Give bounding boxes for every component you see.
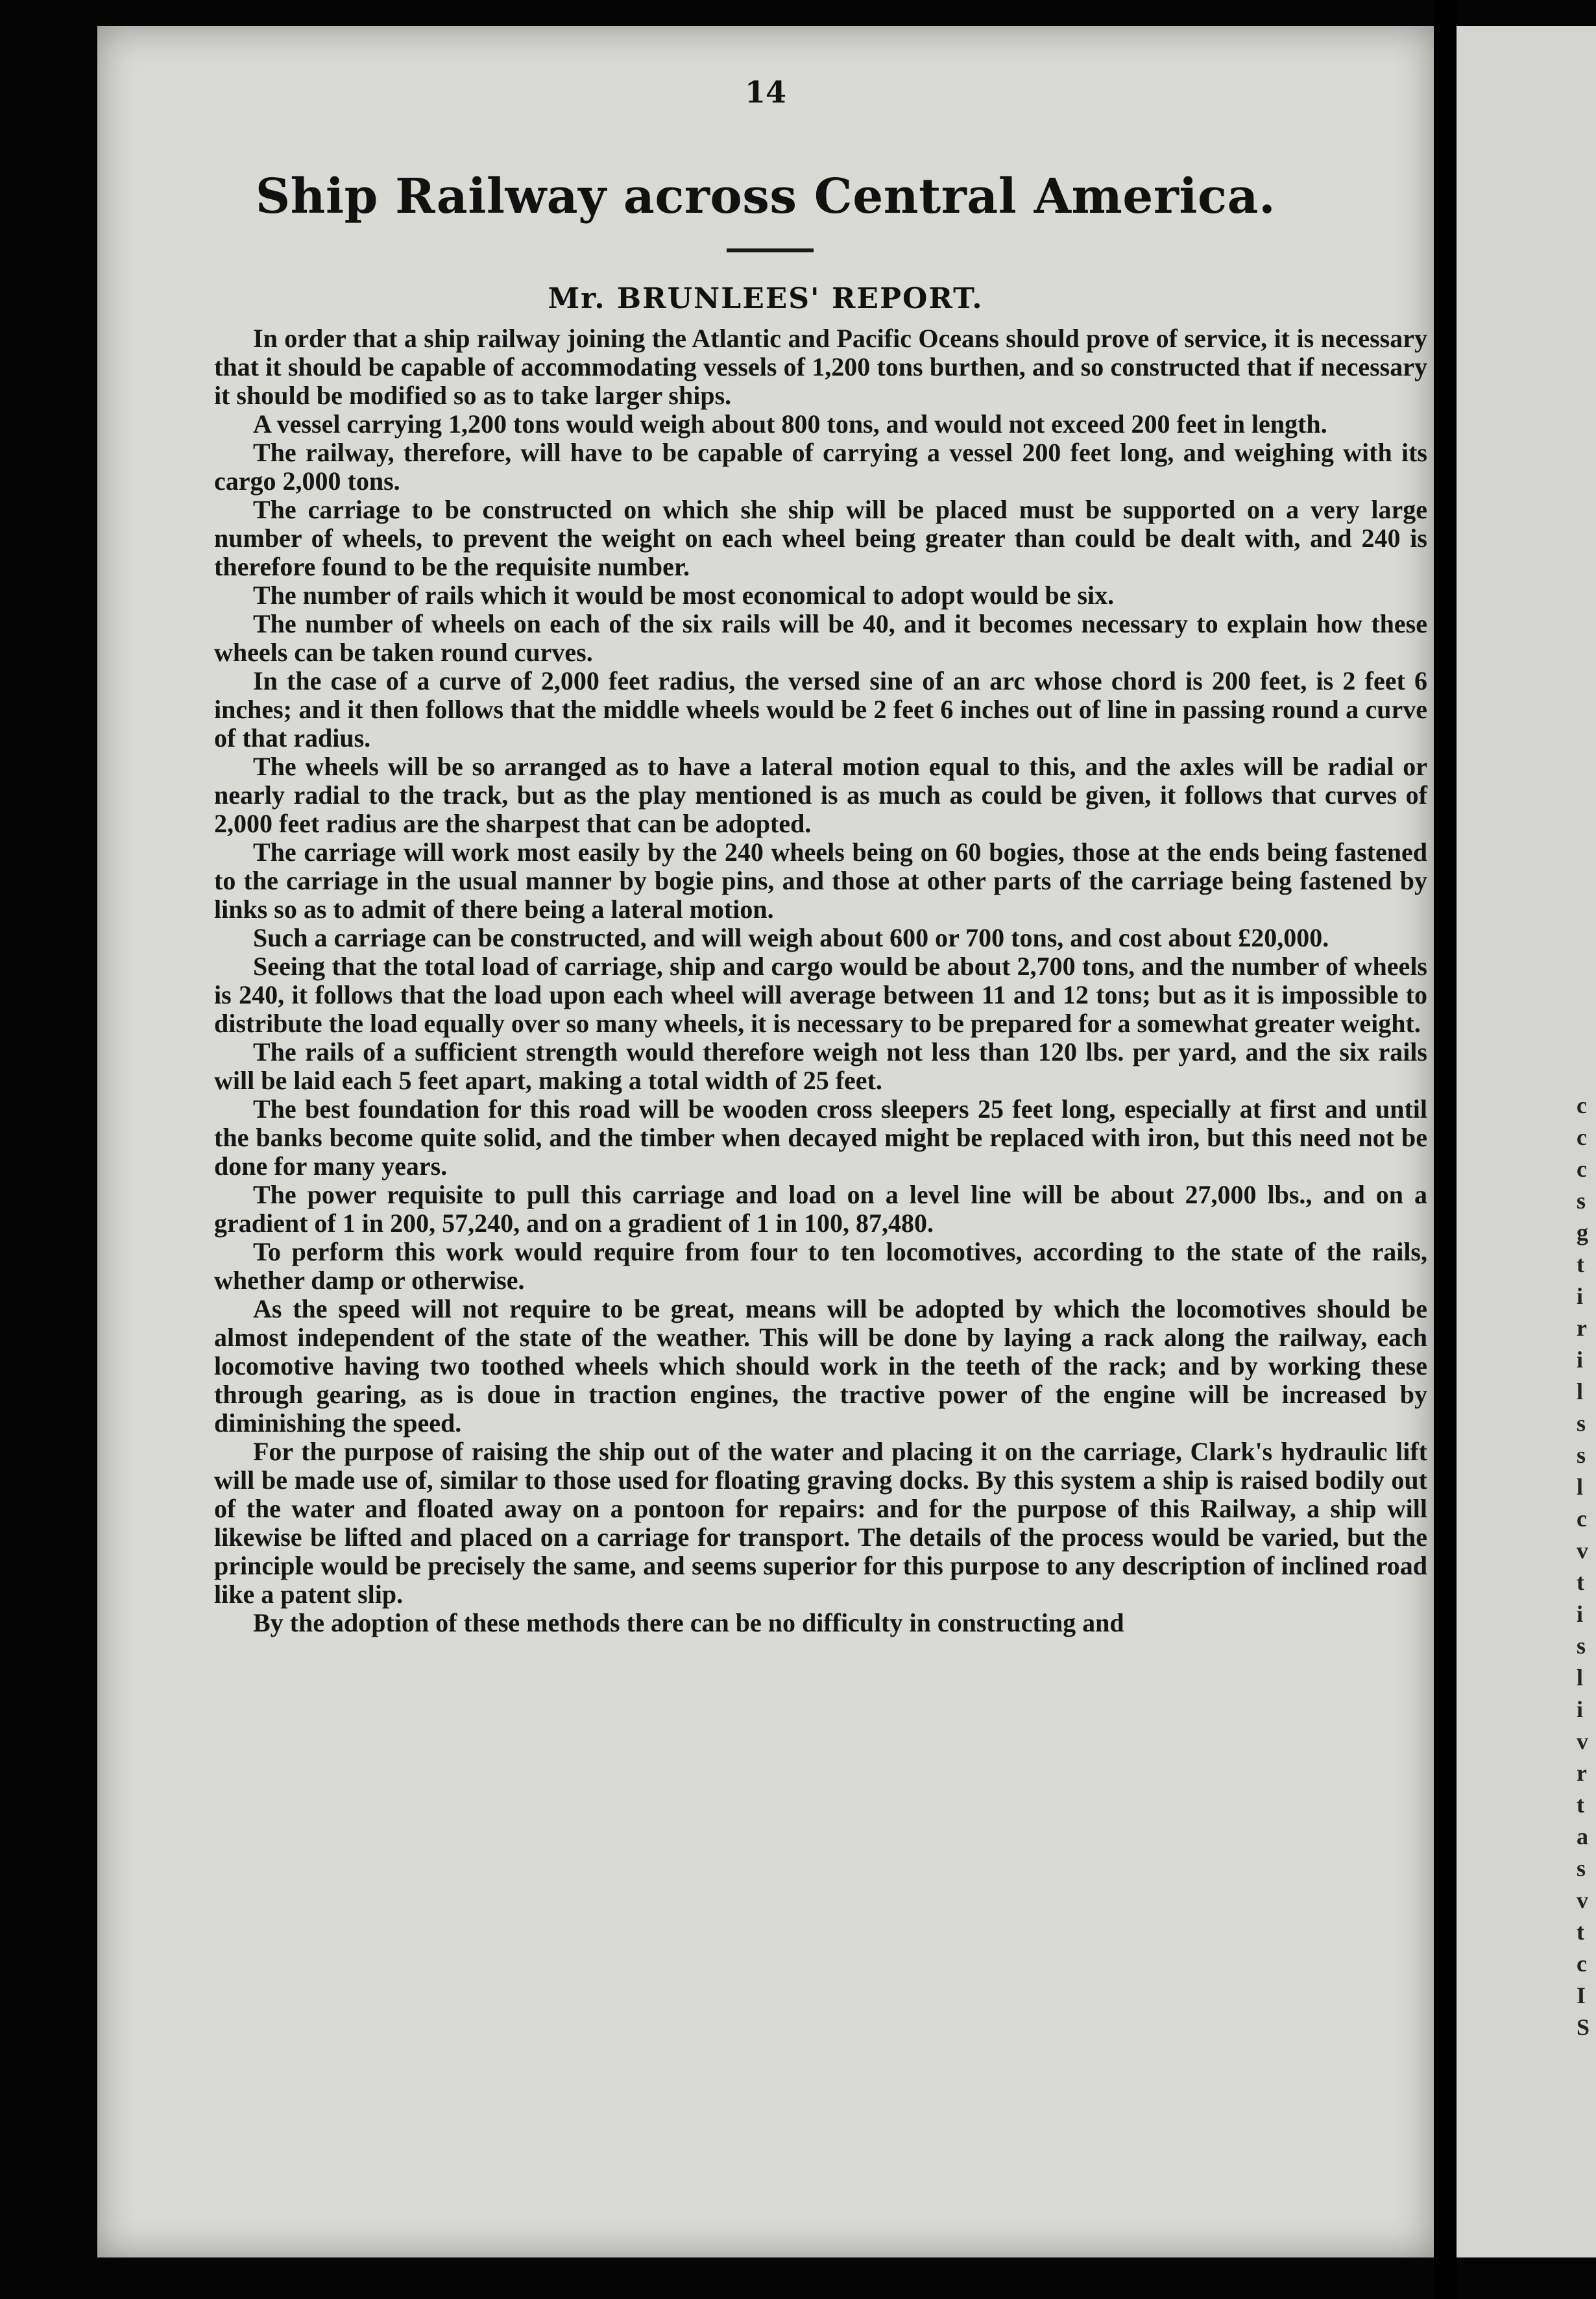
paragraph-13: The best foundation for this road will be wooden cross sleepers 25 feet long, especially at first and until the banks become quite solid, and the timber when decayed might be replaced with iron, but this need not be done for many years. bbox=[214, 1094, 1427, 1181]
paragraph-18: By the adoption of these methods there can be no difficulty in constructing and bbox=[253, 1608, 1124, 1637]
edge-letter: s bbox=[1577, 1442, 1586, 1468]
paragraph-5: The number of rails which it would be most economical to adopt would be six. bbox=[253, 581, 1115, 610]
edge-letter: i bbox=[1577, 1283, 1584, 1309]
paragraph-11: Seeing that the total load of carriage, ship and cargo would be about 2,700 tons, and the number of wheels is 240, it follows that the load upon each wheel will average between 11 and 12 tons; but as it is impossible to distribute the load equally over so many wheels, it is necessary to be prepared for a somewhat greater weight. bbox=[214, 952, 1427, 1038]
page-gutter-shadow bbox=[1434, 0, 1457, 2299]
edge-letter: i bbox=[1577, 1696, 1584, 1722]
edge-letter: c bbox=[1577, 1156, 1587, 1182]
edge-letter: g bbox=[1577, 1220, 1588, 1246]
edge-letter: S bbox=[1577, 2014, 1590, 2040]
adjacent-page-edge bbox=[1457, 26, 1596, 2257]
page-title: Ship Railway across Central America. bbox=[255, 169, 1276, 224]
edge-letter: s bbox=[1577, 1633, 1586, 1659]
edge-letter: s bbox=[1577, 1855, 1586, 1881]
edge-letter: c bbox=[1577, 1124, 1587, 1150]
edge-letter: t bbox=[1577, 1919, 1584, 1945]
paragraph-12: The rails of a sufficient strength would therefore weigh not less than 120 lbs. per yard, and the six rails will be laid each 5 feet apart, making a total width of 25 feet. bbox=[214, 1037, 1427, 1095]
edge-letter: l bbox=[1577, 1665, 1584, 1691]
edge-letter: v bbox=[1577, 1537, 1588, 1563]
paragraph-2: A vessel carrying 1,200 tons would weigh about 800 tons, and would not exceed 200 feet in length. bbox=[253, 409, 1327, 439]
paragraph-8: The wheels will be so arranged as to have a lateral motion equal to this, and the axles will be radial or nearly radial to the track, but as the play mentioned is as much as could be given, it follows that curves of 2,000 feet radius are the sharpest that can be adopted. bbox=[214, 752, 1427, 838]
paragraph-6: The number of wheels on each of the six rails will be 40, and it becomes necessary to explain how these wheels can be taken round curves. bbox=[214, 609, 1427, 667]
paragraph-9: The carriage will work most easily by the 240 wheels being on 60 bogies, those at the ends being fastened to the carriage in the usual manner by bogie pins, and those at other parts of the carriage being fastened by links so as to admit of there being a lateral motion. bbox=[214, 837, 1427, 924]
adjacent-page-letters bbox=[1577, 1090, 1596, 2043]
page-number: 14 bbox=[744, 75, 786, 110]
paragraph-1: In order that a ship railway joining the Atlantic and Pacific Oceans should prove of service, it is necessary that it should be capable of accommodating vessels of 1,200 tons burthen, and so constructed that if necessary it should be modified so as to take larger ships. bbox=[214, 324, 1427, 410]
paragraph-17: For the purpose of raising the ship out of the water and placing it on the carriage, Clark's hydraulic lift will be made use of, similar to those used for floating graving docks. By this system a ship is raised bodily out of the water and floated away on a pontoon for repairs: and for the purpose of this Railway, a ship will likewise be lifted and placed on a carriage for transport. The details of the process would be varied, but the principle would be precisely the same, and seems superior for this purpose to any description of inclined road like a patent slip. bbox=[214, 1437, 1427, 1609]
paragraph-15: To perform this work would require from four to ten locomotives, according to the state of the rails, whether damp or otherwise. bbox=[214, 1237, 1427, 1295]
edge-letter: l bbox=[1577, 1378, 1584, 1404]
edge-letter: t bbox=[1577, 1792, 1584, 1818]
edge-letter: c bbox=[1577, 1506, 1587, 1532]
paragraph-7: In the case of a curve of 2,000 feet radius, the versed sine of an arc whose chord is 200 feet, is 2 feet 6 inches; and it then follows that the middle wheels would be 2 feet 6 inches out of line in passing round a curve of that radius. bbox=[214, 666, 1427, 752]
edge-letter: c bbox=[1577, 1951, 1587, 1977]
paragraph-4: The carriage to be constructed on which she ship will be placed must be supported on a very large number of wheels, to prevent the weight on each wheel being greater than could be dealt with, and 240 is therefore found to be the requisite number. bbox=[214, 495, 1427, 581]
edge-letter: v bbox=[1577, 1887, 1588, 1913]
edge-letter: c bbox=[1577, 1092, 1587, 1118]
title-divider bbox=[727, 248, 814, 252]
report-heading: Mr. BRUNLEES' REPORT. bbox=[548, 282, 984, 315]
report-body bbox=[214, 324, 1427, 1637]
paragraph-3: The railway, therefore, will have to be capable of carrying a vessel 200 feet long, and weighing with its cargo 2,000 tons. bbox=[214, 438, 1427, 496]
edge-letter: a bbox=[1577, 1824, 1588, 1849]
edge-letter: i bbox=[1577, 1601, 1584, 1627]
edge-letter: i bbox=[1577, 1347, 1584, 1373]
document-page bbox=[97, 26, 1434, 2257]
paragraph-10: Such a carriage can be constructed, and will weigh about 600 or 700 tons, and cost about £20,000. bbox=[253, 923, 1329, 952]
paragraph-16: As the speed will not require to be great, means will be adopted by which the locomotives should be almost independent of the state of the weather. This will be done by laying a rack along the railway, each locomotive having two toothed wheels which should work in the teeth of the rack; and by working these through gearing, as is doue in traction engines, the tractive power of the engine will be increased by diminishing the speed. bbox=[214, 1294, 1427, 1438]
edge-letter: v bbox=[1577, 1728, 1588, 1754]
edge-letter: s bbox=[1577, 1188, 1586, 1214]
edge-letter: s bbox=[1577, 1410, 1586, 1436]
paragraph-14: The power requisite to pull this carriage and load on a level line will be about 27,000 lbs., and on a gradient of 1 in 200, 57,240, and on a gradient of 1 in 100, 87,480. bbox=[214, 1180, 1427, 1238]
edge-letter: t bbox=[1577, 1569, 1584, 1595]
edge-letter: I bbox=[1577, 1982, 1586, 2008]
edge-letter: t bbox=[1577, 1251, 1584, 1277]
edge-letter: r bbox=[1577, 1760, 1587, 1786]
edge-letter: r bbox=[1577, 1315, 1587, 1341]
edge-letter: l bbox=[1577, 1474, 1584, 1500]
